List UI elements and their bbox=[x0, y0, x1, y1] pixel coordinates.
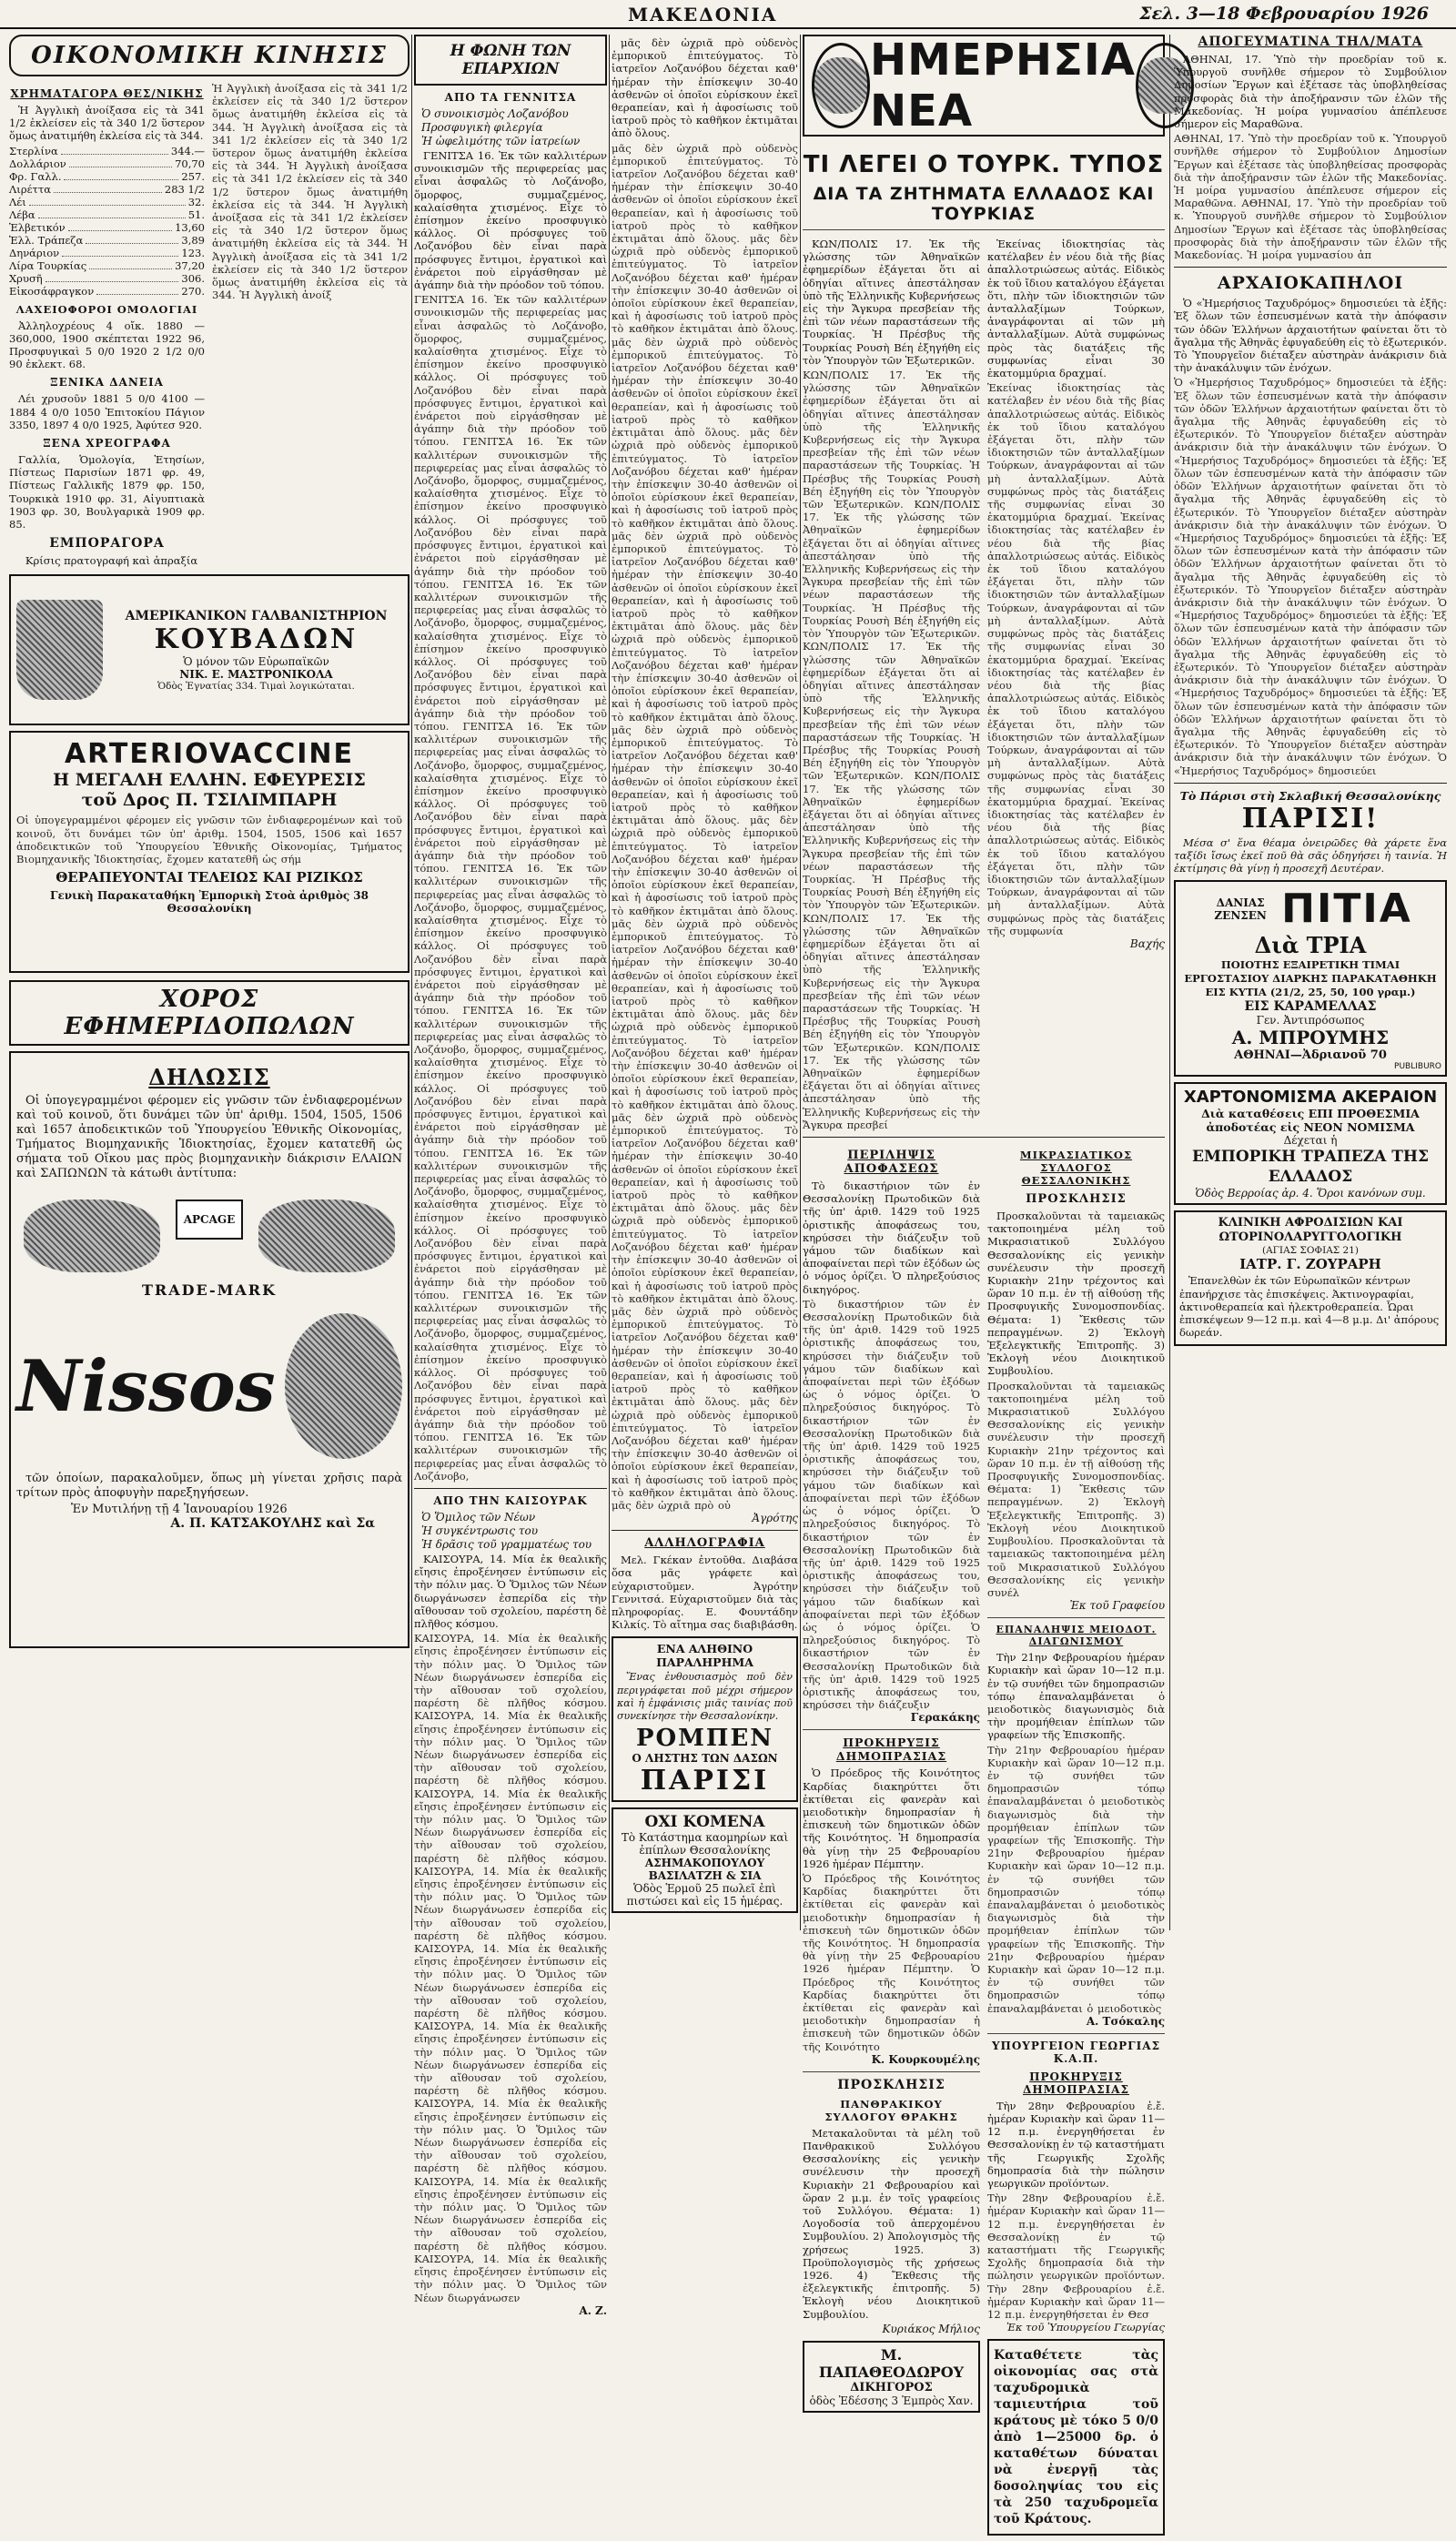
s1-text: ΓΕΝΙΤΣΑ 16. Ἐκ τῶν καλλιτέρων συνοικισμῶν τῆς περιφερείας μας εἶναι ἀσφαλῶς τὸ Λοζάνοβο, ὅμορφος, συμμαζεμένος, καλαίσθητα χτισμένος. Εἶχε τὸ ἐπίσημον ἐκείνο προσφυγικὸ κάλλος. Οἱ πρόσφυγες τοῦ Λοζανόβου δὲν εἶναι παρὰ πρόσφυγες ἔντιμοι, ἐργατικοὶ καὶ ἐνάρετοι ποὺ εἰργάσθησαν μὲ ἀγάπην διὰ τὴν πρόοδον τοῦ τόπου. bbox=[414, 149, 607, 292]
rate-row bbox=[9, 208, 205, 221]
ministry-text: Τὴν 28ην Φεβρουαρίου ἐ.ἔ. ἡμέραν Κυριακὴν καὶ ὥραν 11—12 π.μ. ἐνεργηθήσεται ἐν Θεσσαλονίκῃ ἐν τῷ καταστήματι τῆς Γεωργικῆς Σχολῆς δημοπρασία διὰ τὴν πώλησιν γεωργικῶν προϊόντων. bbox=[987, 2099, 1165, 2191]
column-finance bbox=[9, 35, 410, 1930]
money-bank: ΕΜΠΟΡΙΚΗ ΤΡΑΠΕΖΑ ΤΗΣ ΕΛΛΑΔΟΣ bbox=[1191, 1148, 1429, 1187]
lead-filler-b: Ἐκείνας ἰδιοκτησίας τὰς κατέλαβεν ἐν νέου διὰ τῆς βίας ἀπαλλοτριώσεως αὐτάς. Εἰδικὸς ἐκ τοῦ ἴδιου καταλόγου ἐξάγεται ὅτι, πλὴν τῶν ἰδιοκτησιῶν τῶν ἀνταλλαξίμων Τούρκων, ἀναγράφονται αἱ τῶν μὴ ἀνταλλαξίμων. Αὐτὰ συμφώνως πρὸς τὰς διατάξεις τῆς συμφωνίας εἶναι 30 ἑκατομμύρια δραχμαί. Ἐκείνας ἰδιοκτησίας τὰς κατέλαβεν ἐν νέου διὰ τῆς βίας ἀπαλλοτριώσεως αὐτάς. Εἰδικὸς ἐκ τοῦ ἴδιου καταλόγου ἐξάγεται ὅτι, πλὴν τῶν ἰδιοκτησιῶν τῶν ἀνταλλαξίμων Τούρκων, ἀναγράφονται αἱ τῶν μὴ ἀνταλλαξίμων. Αὐτὰ συμφώνως πρὸς τὰς διατάξεις τῆς συμφωνίας εἶναι 30 ἑκατομμύρια δραχμαί. Ἐκείνας ἰδιοκτησίας τὰς κατέλαβεν ἐν νέου διὰ τῆς βίας ἀπαλλοτριώσεως αὐτάς. Εἰδικὸς ἐκ τοῦ ἴδιου καταλόγου ἐξάγεται ὅτι, πλὴν τῶν ἰδιοκτησιῶν τῶν ἀνταλλαξίμων Τούρκων, ἀναγράφονται αἱ τῶν μὴ ἀνταλλαξίμων. Αὐτὰ συμφώνως πρὸς τὰς διατάξεις τῆς συμφωνίας εἶναι 30 ἑκατομμύρια δραχμαί. Ἐκείνας ἰδιοκτησίας τὰς κατέλαβεν ἐν νέου διὰ τῆς βίας ἀπαλλοτριώσεως αὐτάς. Εἰδικὸς ἐκ τοῦ ἴδιου καταλόγου ἐξάγεται ὅτι, πλὴν τῶν ἰδιοκτησιῶν τῶν ἀνταλλαξίμων Τούρκων, ἀναγράφονται αἱ τῶν μὴ ἀνταλλαξίμων. Αὐτὰ συμφώνως πρὸς τὰς διατάξεις τῆς συμφωνία bbox=[987, 381, 1165, 937]
buckets-product: ΚΟΥΒΑΔΩΝ bbox=[154, 623, 359, 655]
ministry-subtitle: ΠΡΟΚΗΡΥΞΙΣ ΔΗΜΟΠΡΑΣΙΑΣ bbox=[1023, 2070, 1129, 2096]
decision-title: ΠΕΡΙΛΗΨΙΣ ΑΠΟΦΑΣΕΩΣ bbox=[844, 1149, 939, 1177]
evening-filler: ΑΘΗΝΑΙ, 17. Ὑπὸ τὴν προεδρίαν τοῦ κ. Ὑπουργοῦ συνῆλθε σήμερον τὸ Συμβούλιον Δημοσίων Ἔργων καὶ ἐξέτασε τὰς ὑποβληθείσας προσφορὰς διὰ τὴν ἀποξήρανσιν τῶν ἑλῶν τῆς Μακεδονίας. Ἡ μοίρα γυμνασίου ἀπέπλευσε σήμερον εἰς Μαραθῶνα. ΑΘΗΝΑΙ, 17. Ὑπὸ τὴν προεδρίαν τοῦ κ. Ὑπουργοῦ συνῆλθε σήμερον τὸ Συμβούλιον Δημοσίων Ἔργων καὶ ἐξέτασε τὰς ὑποβληθείσας προσφορὰς διὰ τὴν ἀποξήρανσιν τῶν ἑλῶν τῆς Μακεδονίας. Ἡ μοίρα γυμνασίου ἀπ bbox=[1174, 132, 1447, 262]
s1-title: ΑΠΟ ΤΑ ΓΕΝΝΙΤΣΑ bbox=[444, 91, 577, 104]
commodity-text: Κρίσις πρατογραφή καὶ ἀπραξία bbox=[25, 554, 198, 568]
s2-filler: ΚΑΙΣΟΥΡΑ, 14. Μία ἐκ θεαλικῆς εἴησις ἐπροξένησεν ἐντύπωσιν εἰς τὴν πόλιν μας. Ὁ Ὅμιλος τῶν Νέων διωργάνωσεν ἐσπερίδα εἰς τὴν αἴθουσαν τοῦ σχολείου, παρέστη δὲ πλῆθος κόσμου. ΚΑΙΣΟΥΡΑ, 14. Μία ἐκ θεαλικῆς εἴησις ἐπροξένησεν ἐντύπωσιν εἰς τὴν πόλιν μας. Ὁ Ὅμιλος τῶν Νέων διωργάνωσεν ἐσπερίδα εἰς τὴν αἴθουσαν τοῦ σχολείου, παρέστη δὲ πλῆθος κόσμου. ΚΑΙΣΟΥΡΑ, 14. Μία ἐκ θεαλικῆς εἴησις ἐπροξένησεν ἐντύπωσιν εἰς τὴν πόλιν μας. Ὁ Ὅμιλος τῶν Νέων διωργάνωσεν ἐσπερίδα εἰς τὴν αἴθουσαν τοῦ σχολείου, παρέστη δὲ πλῆθος κόσμου. ΚΑΙΣΟΥΡΑ, 14. Μία ἐκ θεαλικῆς εἴησις ἐπροξένησεν ἐντύπωσιν εἰς τὴν πόλιν μας. Ὁ Ὅμιλος τῶν Νέων διωργάνωσεν ἐσπερίδα εἰς τὴν αἴθουσαν τοῦ σχολείου, παρέστη δὲ πλῆθος κόσμου. ΚΑΙΣΟΥΡΑ, 14. Μία ἐκ θεαλικῆς εἴησις ἐπροξένησεν ἐντύπωσιν εἰς τὴν πόλιν μας. Ὁ Ὅμιλος τῶν Νέων διωργάνωσεν ἐσπερίδα εἰς τὴν αἴθουσαν τοῦ σχολείου, παρέστη δὲ πλῆθος κόσμου. ΚΑΙΣΟΥΡΑ, 14. Μία ἐκ θεαλικῆς εἴησις ἐπροξένησεν ἐντύπωσιν εἰς τὴν πόλιν μας. Ὁ Ὅμιλος τῶν Νέων διωργάνωσεν ἐσπερίδα εἰς τὴν αἴθουσαν τοῦ σχολείου, παρέστη δὲ πλῆθος κόσμου. ΚΑΙΣΟΥΡΑ, 14. Μία ἐκ θεαλικῆς εἴησις ἐπροξένησεν ἐντύπωσιν εἰς τὴν πόλιν μας. Ὁ Ὅμιλος τῶν Νέων διωργάνωσεν ἐσπερίδα εἰς τὴν αἴθουσαν τοῦ σχολείου, παρέστη δὲ πλῆθος κόσμου. ΚΑΙΣΟΥΡΑ, 14. Μία ἐκ θεαλικῆς εἴησις ἐπροξένησεν ἐντύπωσιν εἰς τὴν πόλιν μας. Ὁ Ὅμιλος τῶν Νέων διωργάνωσεν ἐσπερίδα εἰς τὴν αἴθουσαν τοῦ σχολείου, παρέστη δὲ πλῆθος κόσμου. ΚΑΙΣΟΥΡΑ, 14. Μία ἐκ θεαλικῆς εἴησις ἐπροξένησεν ἐντύπωσιν εἰς τὴν πόλιν μας. Ὁ Ὅμιλος τῶν Νέων διωργάνωσεν bbox=[414, 1632, 607, 2304]
rate-row bbox=[9, 285, 205, 298]
clinic-address: (ΑΓΙΑΣ ΣΟΦΙΑΣ 21) bbox=[1261, 1245, 1360, 1257]
rate-name: Ἐλβετικόν bbox=[9, 220, 66, 234]
lead-subtitle: ΔΙΑ ΤΑ ΖΗΤΗΜΑΤΑ ΕΛΛΑΔΟΣ ΚΑΙ ΤΟΥΡΚΙΑΣ bbox=[813, 184, 1155, 224]
masthead bbox=[0, 0, 1456, 29]
repeat-sign: Α. Τσόκαλης bbox=[1086, 2014, 1165, 2028]
repeat-text: Τὴν 21ην Φεβρουαρίου ἡμέραν Κυριακὴν καὶ ὥραν 10—12 π.μ. ἐν τῷ συνήθει τῶν δημοπρασιῶν τόπῳ ἐπαναλαμβάνεται ὁ μειοδοτικὸς διαγωνισμὸς διὰ τὴν προμήθειαν ἐπίπλων τῶν γραφείων τῆς Ἐπισκοπῆς. bbox=[987, 1651, 1165, 1742]
antiquities-filler: Ὁ «Ἡμερήσιος Ταχυδρόμος» δημοσιεύει τὰ ἑξῆς: Ἐξ ὅλων τῶν ἐσπευσμένων κατὰ τὴν ἀπόφασιν τῶν ὁδῶν Ἐλλήνων ἀρχαιοτήτων φαίνεται ὅτι τὸ ἄγαλμα τῆς Ἀθηνᾶς ἐφυγαδεύθη εἰς τὸ ἐξωτερικόν. Τὸ Ὑπουργεῖον διέταξεν αὐστηρὰν ἀνάκρισιν διὰ τὴν ἀνακάλυψιν τῶν ἐνόχων. Ὁ «Ἡμερήσιος Ταχυδρόμος» δημοσιεύει τὰ ἑξῆς: Ἐξ ὅλων τῶν ἐσπευσμένων κατὰ τὴν ἀπόφασιν τῶν ὁδῶν Ἐλλήνων ἀρχαιοτήτων φαίνεται ὅτι τὸ ἄγαλμα τῆς Ἀθηνᾶς ἐφυγαδεύθη εἰς τὸ ἐξωτερικόν. Τὸ Ὑπουργεῖον διέταξεν αὐστηρὰν ἀνάκρισιν διὰ τὴν ἀνακάλυψιν τῶν ἐνόχων. Ὁ «Ἡμερήσιος Ταχυδρόμος» δημοσιεύει τὰ ἑξῆς: Ἐξ ὅλων τῶν ἐσπευσμένων κατὰ τὴν ἀπόφασιν τῶν ὁδῶν Ἐλλήνων ἀρχαιοτήτων φαίνεται ὅτι τὸ ἄγαλμα τῆς Ἀθηνᾶς ἐφυγαδεύθη εἰς τὸ ἐξωτερικόν. Τὸ Ὑπουργεῖον διέταξεν αὐστηρὰν ἀνάκρισιν διὰ τὴν ἀνακάλυψιν τῶν ἐνόχων. Ὁ «Ἡμερήσιος Ταχυδρόμος» δημοσιεύει τὰ ἑξῆς: Ἐξ ὅλων τῶν ἐσπευσμένων κατὰ τὴν ἀπόφασιν τῶν ὁδῶν Ἐλλήνων ἀρχαιοτήτων φαίνεται ὅτι τὸ ἄγαλμα τῆς Ἀθηνᾶς ἐφυγαδεύθη εἰς τὸ ἐξωτερικόν. Τὸ Ὑπουργεῖον διέταξεν αὐστηρὰν ἀνάκρισιν διὰ τὴν ἀνακάλυψιν τῶν ἐνόχων. Ὁ «Ἡμερήσιος Ταχυδρόμος» δημοσιεύει τὰ ἑξῆς: Ἐξ ὅλων τῶν ἐσπευσμένων κατὰ τὴν ἀπόφασιν τῶν ὁδῶν Ἐλλήνων ἀρχαιοτήτων φαίνεται ὅτι τὸ ἄγαλμα τῆς Ἀθηνᾶς ἐφυγαδεύθη εἰς τὸ ἐξωτερικόν. Τὸ Ὑπουργεῖον διέταξεν αὐστηρὰν ἀνάκρισιν διὰ τὴν ἀνακάλυψιν τῶν ἐνόχων. Ὁ «Ἡμερήσιος Ταχυδρόμος» δημοσιεύει bbox=[1174, 376, 1447, 777]
rate-name: Λίρα Τουρκίας bbox=[9, 258, 87, 272]
letters-text: Μελ. Γκέκαν ἐντοῦθα. Διαβάσα ὅσα μᾶς γράφετε καὶ εὐχαριστοῦμεν. Ἀγρότην Γεννιτσά. Εὐχαριστοῦμεν διὰ τὰς πληροφορίας. Ε. Φουντάδην Κιλκίς. Τὸ αἴτημα σας διαβιβάσθη. bbox=[612, 1554, 798, 1632]
bonds-text: Ἀλληλοχρέους 4 οἴκ. 1880 — 360,000, 1900 σκέπτεται 1922 96, Προσφυγικαὶ 5 0/0 1920 2 1/2 0/0 90 ἐκλεκτ. 68. bbox=[9, 319, 205, 371]
rate-value: 283 1/2 bbox=[164, 182, 205, 196]
clinic-doctor: ΙΑΤΡ. Γ. ΖΟΥΡΑΡΗ bbox=[1239, 1256, 1381, 1273]
vaccine-ad bbox=[9, 731, 410, 973]
lead-text-b: Ἐκείνας ἰδιοκτησίας τὰς κατέλαβεν ἐν νέου διὰ τῆς βίας ἀπαλλοτριώσεως αὐτάς. Εἰδικὸς ἐκ τοῦ ἴδιου καταλόγου ἐξάγεται ὅτι, πλὴν τῶν ἰδιοκτησιῶν τῶν ἀνταλλαξίμων Τούρκων, ἀναγράφονται αἱ τῶν μὴ ἀνταλλαξίμων. Αὐτὰ συμφώνως πρὸς τὰς διατάξεις τῆς συμφωνίας εἶναι 30 ἑκατομμύρια δραχμαί. bbox=[987, 238, 1165, 380]
s1-filler: ΓΕΝΙΤΣΑ 16. Ἐκ τῶν καλλιτέρων συνοικισμῶν τῆς περιφερείας μας εἶναι ἀσφαλῶς τὸ Λοζάνοβο, ὅμορφος, συμμαζεμένος, καλαίσθητα χτισμένος. Εἶχε τὸ ἐπίσημον ἐκείνο προσφυγικὸ κάλλος. Οἱ πρόσφυγες τοῦ Λοζανόβου δὲν εἶναι παρὰ πρόσφυγες ἔντιμοι, ἐργατικοὶ καὶ ἐνάρετοι ποὺ εἰργάσθησαν μὲ ἀγάπην διὰ τὴν πρόοδον τοῦ τόπου. ΓΕΝΙΤΣΑ 16. Ἐκ τῶν καλλιτέρων συνοικισμῶν τῆς περιφερείας μας εἶναι ἀσφαλῶς τὸ Λοζάνοβο, ὅμορφος, συμμαζεμένος, καλαίσθητα χτισμένος. Εἶχε τὸ ἐπίσημον ἐκείνο προσφυγικὸ κάλλος. Οἱ πρόσφυγες τοῦ Λοζανόβου δὲν εἶναι παρὰ πρόσφυγες ἔντιμοι, ἐργατικοὶ καὶ ἐνάρετοι ποὺ εἰργάσθησαν μὲ ἀγάπην διὰ τὴν πρόοδον τοῦ τόπου. ΓΕΝΙΤΣΑ 16. Ἐκ τῶν καλλιτέρων συνοικισμῶν τῆς περιφερείας μας εἶναι ἀσφαλῶς τὸ Λοζάνοβο, ὅμορφος, συμμαζεμένος, καλαίσθητα χτισμένος. Εἶχε τὸ ἐπίσημον ἐκείνο προσφυγικὸ κάλλος. Οἱ πρόσφυγες τοῦ Λοζανόβου δὲν εἶναι παρὰ πρόσφυγες ἔντιμοι, ἐργατικοὶ καὶ ἐνάρετοι ποὺ εἰργάσθησαν μὲ ἀγάπην διὰ τὴν πρόοδον τοῦ τόπου. ΓΕΝΙΤΣΑ 16. Ἐκ τῶν καλλιτέρων συνοικισμῶν τῆς περιφερείας μας εἶναι ἀσφαλῶς τὸ Λοζάνοβο, ὅμορφος, συμμαζεμένος, καλαίσθητα χτισμένος. Εἶχε τὸ ἐπίσημον ἐκείνο προσφυγικὸ κάλλος. Οἱ πρόσφυγες τοῦ Λοζανόβου δὲν εἶναι παρὰ πρόσφυγες ἔντιμοι, ἐργατικοὶ καὶ ἐνάρετοι ποὺ εἰργάσθησαν μὲ ἀγάπην διὰ τὴν πρόοδον τοῦ τόπου. ΓΕΝΙΤΣΑ 16. Ἐκ τῶν καλλιτέρων συνοικισμῶν τῆς περιφερείας μας εἶναι ἀσφαλῶς τὸ Λοζάνοβο, ὅμορφος, συμμαζεμένος, καλαίσθητα χτισμένος. Εἶχε τὸ ἐπίσημον ἐκείνο προσφυγικὸ κάλλος. Οἱ πρόσφυγες τοῦ Λοζανόβου δὲν εἶναι παρὰ πρόσφυγες ἔντιμοι, ἐργατικοὶ καὶ ἐνάρετοι ποὺ εἰργάσθησαν μὲ ἀγάπην διὰ τὴν πρόοδον τοῦ τόπου. ΓΕΝΙΤΣΑ 16. Ἐκ τῶν καλλιτέρων συνοικισμῶν τῆς περιφερείας μας εἶναι ἀσφαλῶς τὸ Λοζάνοβο, ὅμορφος, συμμαζεμένος, καλαίσθητα χτισμένος. Εἶχε τὸ ἐπίσημον ἐκείνο προσφυγικὸ κάλλος. Οἱ πρόσφυγες τοῦ Λοζανόβου δὲν εἶναι παρὰ πρόσφυγες ἔντιμοι, ἐργατικοὶ καὶ ἐνάρετοι ποὺ εἰργάσθησαν μὲ ἀγάπην διὰ τὴν πρόοδον τοῦ τόπου. ΓΕΝΙΤΣΑ 16. Ἐκ τῶν καλλιτέρων συνοικισμῶν τῆς περιφερείας μας εἶναι ἀσφαλῶς τὸ Λοζάνοβο, ὅμορφος, συμμαζεμένος, καλαίσθητα χτισμένος. Εἶχε τὸ ἐπίσημον ἐκείνο προσφυγικὸ κάλλος. Οἱ πρόσφυγες τοῦ Λοζανόβου δὲν εἶναι παρὰ πρόσφυγες ἔντιμοι, ἐργατικοὶ καὶ ἐνάρετοι ποὺ εἰργάσθησαν μὲ ἀγάπην διὰ τὴν πρόοδον τοῦ τόπου. ΓΕΝΙΤΣΑ 16. Ἐκ τῶν καλλιτέρων συνοικισμῶν τῆς περιφερείας μας εἶναι ἀσφαλῶς τὸ Λοζάνοβο, ὅμορφος, συμμαζεμένος, καλαίσθητα χτισμένος. Εἶχε τὸ ἐπίσημον ἐκείνο προσφυγικὸ κάλλος. Οἱ πρόσφυγες τοῦ Λοζανόβου δὲν εἶναι παρὰ πρόσφυγες ἔντιμοι, ἐργατικοὶ καὶ ἐνάρετοι ποὺ εἰργάσθησαν μὲ ἀγάπην διὰ τὴν πρόοδον τοῦ τόπου. ΓΕΝΙΤΣΑ 16. Ἐκ τῶν καλλιτέρων συνοικισμῶν τῆς περιφερείας μας εἶναι ἀσφαλῶς τὸ Λοζάνοβο, bbox=[414, 293, 607, 1483]
buckets-shop: ΑΜΕΡΙΚΑΝΙΚΟΝ ΓΑΛΒΑΝΙΣΤΗΡΙΟΝ bbox=[125, 608, 388, 623]
evening-text: ΑΘΗΝΑΙ, 17. Ὑπὸ τὴν προεδρίαν τοῦ κ. Ὑπουργοῦ συνῆλθε σήμερον τὸ Συμβούλιον Δημοσίων Ἔργων καὶ ἐξέτασε τὰς ὑποβληθείσας προσφορὰς διὰ τὴν ἀποξήρανσιν τῶν ἑλῶν τῆς Μακεδονίας. Ἡ μοίρα γυμνασίου ἀπέπλευσε σήμερον εἰς Μαραθῶνα. bbox=[1174, 53, 1447, 131]
declaration-footer: τῶν ὁποίων, παρακαλοῦμεν, ὅπως μὴ γίνεται χρῆσις παρὰ τρίτων πρὸς ἀποφυγὴν παρεξηγήσεων. bbox=[16, 1472, 402, 1501]
s1-sub-3: Ἡ ὠφελιμότης τῶν ἰατρείων bbox=[421, 135, 581, 147]
repeat-title: ΕΠΑΝΑΛΗΨΙΣ ΜΕΙΟΔΟΤ. ΔΙΑΓΩΝΙΣΜΟΥ bbox=[996, 1624, 1157, 1648]
paris-lead: Τὸ Πάρισι στὴ Σκλαβική Θεσσαλονίκης bbox=[1179, 788, 1441, 803]
bank-ad bbox=[1174, 1082, 1447, 1205]
rate-name: Χρυσῆ bbox=[9, 271, 43, 285]
savings-text: Καταθέτετε τὰς οἰκονομίας σας στὰ ταχυδρομικὰ ταμιευτήρια τοῦ κράτους μὲ τόκο 5 0/0 ἀπὸ 1—25000 δρ. ὁ καταθέτων δύναται νὰ ἐνεργῇ τὰς δοσοληψίας του εἰς τὰ 250 ταχυδρομεῖα τοῦ Κράτους. bbox=[994, 2348, 1158, 2527]
buckets-tagline: Ὁ μόνον τῶν Εὐρωπαϊκῶν bbox=[183, 654, 329, 668]
column-misc bbox=[612, 35, 798, 1930]
trademark-label: TRADE-MARK bbox=[142, 1281, 277, 1300]
furniture-address: Ὁδὸς Ἑρμοῦ 25 πωλεῖ ἐπὶ πιστώσει καὶ εἰς 15 ἡμέρας. bbox=[626, 1882, 784, 1908]
ministry-sign: Ἐκ τοῦ Ὑπουργείου Γεωργίας bbox=[1006, 2321, 1165, 2334]
money-bank-pre: Δέχεται ἡ bbox=[1283, 1134, 1338, 1148]
rate-value: 51. bbox=[187, 208, 205, 221]
lead-sign: Βαχής bbox=[1129, 936, 1165, 950]
rate-value: 13,60 bbox=[175, 220, 205, 234]
decision-text: Τὸ δικαστήριον τῶν ἐν Θεσσαλονίκῃ Πρωτοδικῶν διὰ τῆς ὑπ' ἀριθ. 1429 τοῦ 1925 ὁριστικῆς ἀποφάσεως του, κηρύσσει τὴν διάζευξιν τοῦ γάμου τῶν διαδίκων καὶ ἀποφαίνεται περὶ τῶν ἐξόδων ὡς ὁ νόμος ὁρίζει. Ὁ πληρεξούσιος δικηγόρος. bbox=[803, 1179, 980, 1296]
rate-row bbox=[9, 234, 205, 247]
invite-text: Μετακαλοῦνται τὰ μέλη τοῦ Πανθρακικοῦ Συλλόγου Θεσσαλονίκης εἰς γενικὴν συνέλευσιν τὴν προσεχῆ Κυριακὴν 21 Φεβρουαρίου καὶ ὥραν 2 μ.μ. ἐν τοῖς γραφείοις τοῦ Συλλόγου. Θέματα: 1) Λογοδοσία τοῦ ἀπερχομένου Συμβουλίου. 2) Ἀπολογισμὸς τῆς χρήσεως 1925. 3) Προϋπολογισμὸς τῆς χρήσεως 1926. 4) Ἔκθεσις τῆς ἐξελεγκτικῆς ἐπιτροπῆς. 5) Ἐκλογὴ νέου Διοικητικοῦ Συμβουλίου. bbox=[803, 2126, 980, 2321]
lawyer-name: Μ. ΠΑΠΑΘΕΟΔΩΡΟΥ bbox=[818, 2345, 965, 2381]
rates-list bbox=[9, 145, 205, 298]
assoc-sign: Ἐκ τοῦ Γραφείου bbox=[1069, 1599, 1165, 1613]
market-title: ΧΡΗΜΑΤΑΓΟΡΑ ΘΕΣ/ΝΙΚΗΣ bbox=[10, 87, 204, 100]
antiquities-title: ΑΡΧΑΙΟΚΑΠΗΛΟΙ bbox=[1217, 273, 1404, 294]
s1-sub-2: Προσφυγικὴ φιλεργία bbox=[421, 121, 543, 134]
foreign-title: ΞΕΝΑ ΧΡΕΟΓΡΑΦΑ bbox=[43, 437, 171, 450]
lion-emblem-illustration bbox=[285, 1313, 402, 1459]
paris-word: ΠΑΡΙΣΙ! bbox=[1241, 802, 1380, 835]
invite-title: ΠΡΟΣΚΛΗΣΙΣ bbox=[837, 2077, 945, 2092]
pitia-text: ΠΟΙΟΤΗΣ ΕΞΑΙΡΕΤΙΚΗ ΤΙΜΑΙ ΕΡΓΟΣΤΑΣΙΟΥ ΔΙΑΡΚΗΣ ΠΑΡΑΚΑΤΑΘΗΚΗ ΕΙΣ ΚΥΤΙΑ (21/2, 25, 50, 100 γραμ.) bbox=[1184, 958, 1437, 999]
lawyer-ad bbox=[803, 2341, 980, 2413]
ministry-title: ΥΠΟΥΡΓΕΙΟΝ ΓΕΩΡΓΙΑΣ Κ.Α.Π. bbox=[991, 2039, 1161, 2065]
pitia-rep: Γεν. Ἀντιπρόσωπος bbox=[1256, 1014, 1365, 1028]
furniture-shop: ΑΣΗΜΑΚΟΠΟΥΛΟΥ ΒΑΣΙΛΑΤΖΗ & ΣΙΑ bbox=[644, 1857, 765, 1883]
rate-row bbox=[9, 183, 205, 196]
repeat-filler: Τὴν 21ην Φεβρουαρίου ἡμέραν Κυριακὴν καὶ ὥραν 10—12 π.μ. ἐν τῷ συνήθει τῶν δημοπρασιῶν τόπῳ ἐπαναλαμβάνεται ὁ μειοδοτικὸς διαγωνισμὸς διὰ τὴν προμήθειαν ἐπίπλων τῶν γραφείων τῆς Ἐπισκοπῆς. Τὴν 21ην Φεβρουαρίου ἡμέραν Κυριακὴν καὶ ὥραν 10—12 π.μ. ἐν τῷ συνήθει τῶν δημοπρασιῶν τόπῳ ἐπαναλαμβάνεται ὁ μειοδοτικὸς διαγωνισμὸς διὰ τὴν προμήθειαν ἐπίπλων τῶν γραφείων τῆς Ἐπισκοπῆς. Τὴν 21ην Φεβρουαρίου ἡμέραν Κυριακὴν καὶ ὥραν 10—12 π.μ. ἐν τῷ συνήθει τῶν δημοπρασιῶν τόπῳ ἐπαναλαμβάνεται ὁ μειοδοτικὸς bbox=[987, 1743, 1165, 2015]
money-address: Ὁδὸς Βερροίας ἀρ. 4. Ὅροι κανόνων συμ. bbox=[1195, 1187, 1426, 1200]
lead-filler-a: ΚΩΝ/ΠΟΛΙΣ 17. Ἐκ τῆς γλώσσης τῶν Ἀθηναϊκῶν ἐφημερίδων ἐξάγεται ὅτι αἱ ὁδηγίαι αἵτινες ἀπεστάλησαν ὑπὸ τῆς Ἑλληνικῆς Κυβερνήσεως εἰς τὴν Ἄγκυρα πρεσβείαν τῆς ἐπὶ τῶν νέων παραστάσεων τῆς Τουρκίας. Ἠ Πρέσβυς τῆς Τουρκίας Ρουσὴ Βέη ἐξηγήθη εἰς τὸν Ὑπουργὸν τῶν Ἐξωτερικῶν. ΚΩΝ/ΠΟΛΙΣ 17. Ἐκ τῆς γλώσσης τῶν Ἀθηναϊκῶν ἐφημερίδων ἐξάγεται ὅτι αἱ ὁδηγίαι αἵτινες ἀπεστάλησαν ὑπὸ τῆς Ἑλληνικῆς Κυβερνήσεως εἰς τὴν Ἄγκυρα πρεσβείαν τῆς ἐπὶ τῶν νέων παραστάσεων τῆς Τουρκίας. Ἠ Πρέσβυς τῆς Τουρκίας Ρουσὴ Βέη ἐξηγήθη εἰς τὸν Ὑπουργὸν τῶν Ἐξωτερικῶν. ΚΩΝ/ΠΟΛΙΣ 17. Ἐκ τῆς γλώσσης τῶν Ἀθηναϊκῶν ἐφημερίδων ἐξάγεται ὅτι αἱ ὁδηγίαι αἵτινες ἀπεστάλησαν ὑπὸ τῆς Ἑλληνικῆς Κυβερνήσεως εἰς τὴν Ἄγκυρα πρεσβείαν τῆς ἐπὶ τῶν νέων παραστάσεων τῆς Τουρκίας. Ἠ Πρέσβυς τῆς Τουρκίας Ρουσὴ Βέη ἐξηγήθη εἰς τὸν Ὑπουργὸν τῶν Ἐξωτερικῶν. ΚΩΝ/ΠΟΛΙΣ 17. Ἐκ τῆς γλώσσης τῶν Ἀθηναϊκῶν ἐφημερίδων ἐξάγεται ὅτι αἱ ὁδηγίαι αἵτινες ἀπεστάλησαν ὑπὸ τῆς Ἑλληνικῆς Κυβερνήσεως εἰς τὴν Ἄγκυρα πρεσβείαν τῆς ἐπὶ τῶν νέων παραστάσεων τῆς Τουρκίας. Ἠ Πρέσβυς τῆς Τουρκίας Ρουσὴ Βέη ἐξηγήθη εἰς τὸν Ὑπουργὸν τῶν Ἐξωτερικῶν. ΚΩΝ/ΠΟΛΙΣ 17. Ἐκ τῆς γλώσσης τῶν Ἀθηναϊκῶν ἐφημερίδων ἐξάγεται ὅτι αἱ ὁδηγίαι αἵτινες ἀπεστάλησαν ὑπὸ τῆς Ἑλληνικῆς Κυβερνήσεως εἰς τὴν Ἄγκυρα πρεσβείαν τῆς ἐπὶ τῶν νέων παραστάσεων τῆς Τουρκίας. Ἠ Πρέσβυς τῆς Τουρκίας Ρουσὴ Βέη ἐξηγήθη εἰς τὸν Ὑπουργὸν τῶν Ἐξωτερικῶν. ΚΩΝ/ΠΟΛΙΣ 17. Ἐκ τῆς γλώσσης τῶν Ἀθηναϊκῶν ἐφημερίδων ἐξάγεται ὅτι αἱ ὁδηγίαι αἵτινες ἀπεστάλησαν ὑπὸ τῆς Ἑλληνικῆς Κυβερνήσεως εἰς τὴν Ἄγκυρα πρεσβεί bbox=[803, 369, 980, 1131]
loans-text: Λέι χρυσοῦν 1881 5 0/0 4100 — 1884 4 0/0 1050 Ἐπιτοκίου Πάγιον 3350, 1897 4 0/0 1925, Ἀφύτεσ 920. bbox=[9, 392, 205, 431]
rate-value: 270. bbox=[181, 284, 205, 298]
decision-sign: Γερακάκης bbox=[910, 1711, 980, 1725]
rate-row bbox=[9, 221, 205, 234]
rate-value: 37,20 bbox=[175, 258, 205, 272]
paris-text: Μέσα σ' ἕνα θέαμα ὀνειρῶδες θὰ χάρετε ἕνα ταξίδι ἴσως ἐκεῖ ποῦ θὰ σᾶς ὁδηγήσει ἡ ταινία. Ἡ ἐκτίμησις θὰ γίνῃ ἡ προσεχῆ Δευτέραν. bbox=[1174, 835, 1447, 876]
savings-ad bbox=[987, 2339, 1165, 2536]
pitia-ad bbox=[1174, 880, 1447, 1077]
rate-value: 3,89 bbox=[181, 233, 205, 247]
rate-row bbox=[9, 170, 205, 183]
declaration-sign: Α. Π. ΚΑΤΣΑΚΟΥΛΗΣ καὶ Σα bbox=[170, 1516, 375, 1532]
rate-value: 306. bbox=[181, 271, 205, 285]
market-intro: Ἡ Ἀγγλικὴ ἀνοίξασα εἰς τὰ 341 1/2 ἐκλείσεν εἰς τὰ 340 1/2 ὕστερον ὅμως ἀνατιμήθη ἐκλείσα εἰς τὰ 344. bbox=[9, 104, 205, 143]
arcage-box-icon: APCAGE bbox=[176, 1200, 243, 1240]
provinces-header: Η ΦΩΝΗ ΤΩΝ ΕΠΑΡΧΙΩΝ bbox=[414, 35, 607, 86]
vaccine-headline: Η ΜΕΓΑΛΗ ΕΛΛΗΝ. ΕΦΕΥΡΕΣΙΣ bbox=[53, 770, 366, 791]
furniture-ad-text: Τὸ Κατάστημα καομηρίων καὶ ἐπίπλων Θεσσαλονίκης bbox=[621, 1831, 789, 1858]
vaccine-agency: Γενικὴ Παρακαταθήκη Ἐμπορικὴ Στοὰ ἀριθμὸς 38 Θεσσαλονίκη bbox=[49, 889, 369, 916]
rate-name: Δηνάριον bbox=[9, 246, 60, 259]
invite-subtitle: ΠΑΝΘΡΑΚΙΚΟΥ ΣΥΛΛΟΓΟΥ ΘΡΑΚΗΣ bbox=[824, 2097, 958, 2123]
furniture-ad-title: ΟΧΙ ΚΟΜΕΝΑ bbox=[644, 1813, 765, 1832]
money-text: Διὰ καταθέσεις ΕΠΙ ΠΡΟΘΕΣΜΙΑ ἀποδοτέας εἰς ΝΕΟΝ ΝΟΜΙΣΜΑ bbox=[1201, 1107, 1420, 1135]
rate-name: Λιρέττα bbox=[9, 182, 52, 196]
decision-filler: Τὸ δικαστήριον τῶν ἐν Θεσσαλονίκῃ Πρωτοδικῶν διὰ τῆς ὑπ' ἀριθ. 1429 τοῦ 1925 ὁριστικῆς ἀποφάσεως του, κηρύσσει τὴν διάζευξιν τοῦ γάμου τῶν διαδίκων καὶ ἀποφαίνεται περὶ τῶν ἐξόδων ὡς ὁ νόμος ὁρίζει. Ὁ πληρεξούσιος δικηγόρος. Τὸ δικαστήριον τῶν ἐν Θεσσαλονίκῃ Πρωτοδικῶν διὰ τῆς ὑπ' ἀριθ. 1429 τοῦ 1925 ὁριστικῆς ἀποφάσεως του, κηρύσσει τὴν διάζευξιν τοῦ γάμου τῶν διαδίκων καὶ ἀποφαίνεται περὶ τῶν ἐξόδων ὡς ὁ νόμος ὁρίζει. Ὁ πληρεξούσιος δικηγόρος. Τὸ δικαστήριον τῶν ἐν Θεσσαλονίκῃ Πρωτοδικῶν διὰ τῆς ὑπ' ἀριθ. 1429 τοῦ 1925 ὁριστικῆς ἀποφάσεως του, κηρύσσει τὴν διάζευξιν τοῦ γάμου τῶν διαδίκων καὶ ἀποφαίνεται περὶ τῶν ἐξόδων ὡς ὁ νόμος ὁρίζει. Ὁ πληρεξούσιος δικηγόρος. Τὸ δικαστήριον τῶν ἐν Θεσσαλονίκῃ Πρωτοδικῶν διὰ τῆς ὑπ' ἀριθ. 1429 τοῦ 1925 ὁριστικῆς ἀποφάσεως του, κηρύσσει τὴν διάζευξιν bbox=[803, 1297, 980, 1712]
pitia-place: ΕΙΣ ΚΑΡΑΜΕΛΛΑΣ bbox=[1244, 999, 1377, 1015]
vaccine-brand: ARTERIOVACCINE bbox=[64, 738, 355, 771]
rate-value: 123. bbox=[181, 246, 205, 259]
s2-text: ΚΑΙΣΟΥΡΑ, 14. Μία ἐκ θεαλικῆς εἴησις ἐπροξένησεν ἐντύπωσιν εἰς τὴν πόλιν μας. Ὁ Ὅμιλος τῶν Νέων διωργάνωσεν ἐσπερίδα εἰς τὴν αἴθουσαν τοῦ σχολείου, παρέστη δὲ πλῆθος κόσμου. bbox=[414, 1552, 607, 1630]
s2-sign: Α. Ζ. bbox=[579, 2303, 607, 2317]
rate-name: Εἰκοσάφραγκον bbox=[9, 284, 95, 298]
lion-illustration-left bbox=[24, 1200, 160, 1272]
vaccine-inventor: τοῦ Δρος Π. ΤΣΙΛΙΜΠΑΡΗ bbox=[81, 790, 338, 811]
lawyer-address: ὁδὸς Ἐδέσσης 3 Ἐμπρὸς Χαν. bbox=[809, 2394, 974, 2407]
pitia-small: ΔΑΝΙΑΣ ΖΕΝΣΕΝ bbox=[1214, 896, 1267, 922]
s2-sub-3: Ἡ δρᾶσις τοῦ γραμματέως του bbox=[421, 1537, 592, 1551]
assoc-text: Προσκαλοῦνται τὰ ταμειακῶς τακτοποιημένα μέλη τοῦ Μικρασιατικοῦ Συλλόγου Θεσσαλονίκης εἰς γενικὴν συνέλευσιν τὴν προσεχῆ Κυριακὴν 21ην τρέχοντος καὶ ὥραν 10 π.μ. ἐν τῇ αἰθούσῃ τῆς Προσφυγικῆς Συνομοσπονδίας. Θέματα: 1) Ἔκθεσις τῶν πεπραγμένων. 2) Ἐκλογὴ Ἐξελεγκτικῆς Ἐπιτροπῆς. 3) Ἐκλογὴ νέου Διοικητικοῦ Συμβουλίου. bbox=[987, 1210, 1165, 1378]
pitia-sub: Διὰ ΤΡΙΑ bbox=[1254, 932, 1367, 959]
film-subtitle: Ο ΛΗΣΤΗΣ ΤΩΝ ΔΑΣΩΝ bbox=[632, 1752, 778, 1766]
evening-title: ΑΠΟΓΕΥΜΑΤΙΝΑ ΤΗΛ/ΜΑΤΑ bbox=[1198, 35, 1423, 49]
rate-name: Λέβα bbox=[9, 208, 35, 221]
paper-name: ΜΑΚΕΔΟΝΙΑ bbox=[628, 4, 778, 25]
buckets-ad bbox=[9, 574, 410, 725]
film-ad-title: ΕΝΑ ΑΛΗΘΙΝΟ ΠΑΡΑΛΗΡΗΜΑ bbox=[656, 1642, 753, 1670]
foreign-text: Γαλλία, Ὁμολογία, Ἐτησίων, Πίστεως Παρισίων 1871 φρ. 49, Πίστεως Γαλλικῆς 1879 φρ. 150, Τουρκικὰ 1910 φρ. 31, Αἰγυπτιακὰ 1903 φρ. 30, Βουλγαρικὰ 1909 φρ. 85. bbox=[9, 453, 205, 531]
clinic-ad bbox=[1174, 1210, 1447, 1346]
declaration-ad bbox=[9, 1051, 410, 1648]
column-provinces bbox=[414, 35, 607, 2317]
rate-name: Ἑλλ. Τράπεζα bbox=[9, 233, 84, 247]
rate-name: Φρ. Γαλλ. bbox=[9, 169, 62, 183]
film-ad bbox=[612, 1636, 798, 1802]
s2-sub-1: Ὁ Ὅμιλος τῶν Νέων bbox=[421, 1510, 536, 1524]
rate-row bbox=[9, 196, 205, 208]
column-telegrams bbox=[1174, 35, 1447, 1930]
tender-text: Ὁ Πρόεδρος τῆς Κοινότητος Καρδίας διακηρύττει ὅτι ἐκτίθεται εἰς φανερὰν καὶ μειοδοτικὴν δημοπρασίαν ἡ ἐπισκευὴ τῶν δημοτικῶν ὁδῶν τῆς Κοινότητος. Ἡ δημοπρασία θὰ γίνῃ τὴν 25 Φεβρουαρίου 1926 ἡμέραν Πέμπτην. bbox=[803, 1767, 980, 1870]
tender-filler: Ὁ Πρόεδρος τῆς Κοινότητος Καρδίας διακηρύττει ὅτι ἐκτίθεται εἰς φανερὰν καὶ μειοδοτικὴν δημοπρασίαν ἡ ἐπισκευὴ τῶν δημοτικῶν ὁδῶν τῆς Κοινότητος. Ἡ δημοπρασία θὰ γίνῃ τὴν 25 Φεβρουαρίου 1926 ἡμέραν Πέμπτην. Ὁ Πρόεδρος τῆς Κοινότητος Καρδίας διακηρύττει ὅτι ἐκτίθεται εἰς φανερὰν καὶ μειοδοτικὴν δημοπρασίαν ἡ ἐπισκευὴ τῶν δημοτικῶν ὁδῶν τῆς Κοινότητο bbox=[803, 1871, 980, 2053]
pitia-address: ΑΘΗΝΑΙ—Ἀδριανοῦ 70 bbox=[1234, 1048, 1387, 1063]
rate-name: Δολλάριον bbox=[9, 157, 66, 170]
tender-title: ΠΡΟΚΗΡΥΞΙΣ ΔΗΜΟΠΡΑΣΙΑΣ bbox=[835, 1736, 947, 1764]
date-line: Σελ. 3—18 Φεβρουαρίου 1926 bbox=[1139, 4, 1429, 24]
lead-text-a: ΚΩΝ/ΠΟΛΙΣ 17. Ἐκ τῆς γλώσσης τῶν Ἀθηναϊκῶν ἐφημερίδων ἐξάγεται ὅτι αἱ ὁδηγίαι αἵτινες ἀπεστάλησαν ὑπὸ τῆς Ἑλληνικῆς Κυβερνήσεως εἰς τὴν Ἄγκυρα πρεσβείαν τῆς ἐπὶ τῶν νέων παραστάσεων τῆς Τουρκίας. Ἠ Πρέσβυς τῆς Τουρκίας Ρουσὴ Βέη ἐξηγήθη εἰς τὸν Ὑπουργὸν τῶν Ἐξωτερικῶν. bbox=[803, 238, 980, 367]
rate-row bbox=[9, 157, 205, 170]
ministry-filler: Τὴν 28ην Φεβρουαρίου ἐ.ἔ. ἡμέραν Κυριακὴν καὶ ὥραν 11—12 π.μ. ἐνεργηθήσεται ἐν Θεσσαλονίκῃ ἐν τῷ καταστήματι τῆς Γεωργικῆς Σχολῆς δημοπρασία διὰ τὴν πώλησιν γεωργικῶν προϊόντων. Τὴν 28ην Φεβρουαρίου ἐ.ἔ. ἡμέραν Κυριακὴν καὶ ὥραν 11—12 π.μ. ἐνεργηθήσεται ἐν Θεσ bbox=[987, 2192, 1165, 2322]
finance-header: ΟΙΚΟΝΟΜΙΚΗ ΚΙΝΗΣΙΣ bbox=[9, 35, 410, 76]
rate-value: 70,70 bbox=[175, 157, 205, 170]
cont-sign: Ἀγρότης bbox=[752, 1512, 798, 1525]
nissos-logo: Nissos bbox=[16, 1344, 276, 1428]
declaration-title: ΔΗΛΩΣΙΣ bbox=[148, 1064, 270, 1091]
s1-subtitles bbox=[414, 107, 607, 147]
lawyer-title: ΔΙΚΗΓΟΡΟΣ bbox=[850, 2380, 933, 2394]
tender-sign: Κ. Κουρκουμέλης bbox=[871, 2052, 980, 2066]
vaccine-claim: ΘΕΡΑΠΕΥΟΝΤΑΙ ΤΕΛΕΙΩΣ ΚΑΙ ΡΙΖΙΚΩΣ bbox=[56, 869, 363, 886]
rate-name: Λέι bbox=[9, 195, 26, 208]
buckets-owner: ΝΙΚ. Ε. ΜΑΣΤΡΟΝΙΚΟΛΑ bbox=[179, 667, 333, 681]
money-title: ΧΑΡΤΟΝΟΜΙΣΜΑ ΑΚΕΡΑΙΟΝ bbox=[1183, 1088, 1438, 1108]
invite-sign: Κυριάκος Μήλιος bbox=[882, 2322, 980, 2335]
clinic-text: Ἐπανελθὼν ἐκ τῶν Εὐρωπαϊκῶν κέντρων ἐπανήρχισε τὰς ἐπισκέψεις. Ἀκτινογραφίαι, ἀκτινοθεραπεία καὶ ἠλεκτροθεραπεία. Ὧραι ἐπισκέψεων 9—12 π.μ. καὶ 4—8 μ.μ. Δι' ἀπόρους δωρεάν. bbox=[1179, 1274, 1440, 1340]
lead-title: ΤΙ ΛΕΓΕΙ Ο ΤΟΥΡΚ. ΤΥΠΟΣ bbox=[803, 151, 1165, 178]
rate-row bbox=[9, 247, 205, 259]
loans-title: ΞΕΝΙΚΑ ΔΑΝΕΙΑ bbox=[50, 376, 164, 390]
declaration-text: Οἱ ὑπογεγραμμένοι φέρομεν εἰς γνῶσιν τῶν ἐνδιαφερομένων καὶ τοῦ κοινοῦ, ὅτι δυνάμει τῶν ὑπ' ἀριθμ. 1504, 1505, 1506 καὶ 1657 ἀποδεικτικῶν τοῦ Ὑπουργείου Ἐθνικῆς Οἰκονομίας, Τμήματος Βιομηχανικῆς Ἰδιοκτησίας, ἔχομεν κατατεθῆ ὡς σήματα τοῦ Οἴκου μας πρὸς βιομηχανικὴν διάκρισιν ΕΛΑΙΩΝ καὶ ΣΑΠΩΝΩΝ τὰ κάτωθι ἀντίτυπα: bbox=[16, 1094, 402, 1181]
film-ad-text: Ἕνας ἐνθουσιασμὸς ποῦ δὲν περιγράφεται ποῦ μέχρι σήμερον καὶ ἡ ἐμφάνισις μιᾶς ταινίας ποῦ συνεκίνησε τὴν Θεσσαλονίκην. bbox=[617, 1671, 793, 1722]
rate-value: 257. bbox=[181, 169, 205, 183]
cont-filler: μᾶς δὲν ὠχριᾶ πρὸ οὐδενὸς ἐμπορικοῦ ἐπιτεύγματος. Τὸ ἰατρεῖον Λοζανόβου δέχεται καθ' ἡμέραν τὴν ἐπίσκεψιν 30-40 ἀσθενῶν οἱ ὁποῖοι εὑρίσκουν ἐκεῖ θεραπείαν, καὶ ἡ ἀφοσίωσις τοῦ ἰατροῦ πρὸς τὸ καθῆκον ἐκτιμᾶται ἀπὸ ὅλους. μᾶς δὲν ὠχριᾶ πρὸ οὐδενὸς ἐμπορικοῦ ἐπιτεύγματος. Τὸ ἰατρεῖον Λοζανόβου δέχεται καθ' ἡμέραν τὴν ἐπίσκεψιν 30-40 ἀσθενῶν οἱ ὁποῖοι εὑρίσκουν ἐκεῖ θεραπείαν, καὶ ἡ ἀφοσίωσις τοῦ ἰατροῦ πρὸς τὸ καθῆκον ἐκτιμᾶται ἀπὸ ὅλους. μᾶς δὲν ὠχριᾶ πρὸ οὐδενὸς ἐμπορικοῦ ἐπιτεύγματος. Τὸ ἰατρεῖον Λοζανόβου δέχεται καθ' ἡμέραν τὴν ἐπίσκεψιν 30-40 ἀσθενῶν οἱ ὁποῖοι εὑρίσκουν ἐκεῖ θεραπείαν, καὶ ἡ ἀφοσίωσις τοῦ ἰατροῦ πρὸς τὸ καθῆκον ἐκτιμᾶται ἀπὸ ὅλους. μᾶς δὲν ὠχριᾶ πρὸ οὐδενὸς ἐμπορικοῦ ἐπιτεύγματος. Τὸ ἰατρεῖον Λοζανόβου δέχεται καθ' ἡμέραν τὴν ἐπίσκεψιν 30-40 ἀσθενῶν οἱ ὁποῖοι εὑρίσκουν ἐκεῖ θεραπείαν, καὶ ἡ ἀφοσίωσις τοῦ ἰατροῦ πρὸς τὸ καθῆκον ἐκτιμᾶται ἀπὸ ὅλους. μᾶς δὲν ὠχριᾶ πρὸ οὐδενὸς ἐμπορικοῦ ἐπιτεύγματος. Τὸ ἰατρεῖον Λοζανόβου δέχεται καθ' ἡμέραν τὴν ἐπίσκεψιν 30-40 ἀσθενῶν οἱ ὁποῖοι εὑρίσκουν ἐκεῖ θεραπείαν, καὶ ἡ ἀφοσίωσις τοῦ ἰατροῦ πρὸς τὸ καθῆκον ἐκτιμᾶται ἀπὸ ὅλους. μᾶς δὲν ὠχριᾶ πρὸ οὐδενὸς ἐμπορικοῦ ἐπιτεύγματος. Τὸ ἰατρεῖον Λοζανόβου δέχεται καθ' ἡμέραν τὴν ἐπίσκεψιν 30-40 ἀσθενῶν οἱ ὁποῖοι εὑρίσκουν ἐκεῖ θεραπείαν, καὶ ἡ ἀφοσίωσις τοῦ ἰατροῦ πρὸς τὸ καθῆκον ἐκτιμᾶται ἀπὸ ὅλους. μᾶς δὲν ὠχριᾶ πρὸ οὐδενὸς ἐμπορικοῦ ἐπιτεύγματος. Τὸ ἰατρεῖον Λοζανόβου δέχεται καθ' ἡμέραν τὴν ἐπίσκεψιν 30-40 ἀσθενῶν οἱ ὁποῖοι εὑρίσκουν ἐκεῖ θεραπείαν, καὶ ἡ ἀφοσίωσις τοῦ ἰατροῦ πρὸς τὸ καθῆκον ἐκτιμᾶται ἀπὸ ὅλους. μᾶς δὲν ὠχριᾶ πρὸ οὐδενὸς ἐμπορικοῦ ἐπιτεύγματος. Τὸ ἰατρεῖον Λοζανόβου δέχεται καθ' ἡμέραν τὴν ἐπίσκεψιν 30-40 ἀσθενῶν οἱ ὁποῖοι εὑρίσκουν ἐκεῖ θεραπείαν, καὶ ἡ ἀφοσίωσις τοῦ ἰατροῦ πρὸς τὸ καθῆκον ἐκτιμᾶται ἀπὸ ὅλους. μᾶς δὲν ὠχριᾶ πρὸ οὐδενὸς ἐμπορικοῦ ἐπιτεύγματος. Τὸ ἰατρεῖον Λοζανόβου δέχεται καθ' ἡμέραν τὴν ἐπίσκεψιν 30-40 ἀσθενῶν οἱ ὁποῖοι εὑρίσκουν ἐκεῖ θεραπείαν, καὶ ἡ ἀφοσίωσις τοῦ ἰατροῦ πρὸς τὸ καθῆκον ἐκτιμᾶται ἀπὸ ὅλους. μᾶς δὲν ὠχριᾶ πρὸ οὐδενὸς ἐμπορικοῦ ἐπιτεύγματος. Τὸ ἰατρεῖον Λοζανόβου δέχεται καθ' ἡμέραν τὴν ἐπίσκεψιν 30-40 ἀσθενῶν οἱ ὁποῖοι εὑρίσκουν ἐκεῖ θεραπείαν, καὶ ἡ ἀφοσίωσις τοῦ ἰατροῦ πρὸς τὸ καθῆκον ἐκτιμᾶται ἀπὸ ὅλους. μᾶς δὲν ὠχριᾶ πρὸ οὐδενὸς ἐμπορικοῦ ἐπιτεύγματος. Τὸ ἰατρεῖον Λοζανόβου δέχεται καθ' ἡμέραν τὴν ἐπίσκεψιν 30-40 ἀσθενῶν οἱ ὁποῖοι εὑρίσκουν ἐκεῖ θεραπείαν, καὶ ἡ ἀφοσίωσις τοῦ ἰατροῦ πρὸς τὸ καθῆκον ἐκτιμᾶται ἀπὸ ὅλους. μᾶς δὲν ὠχριᾶ πρὸ οὐδενὸς ἐμπορικοῦ ἐπιτεύγματος. Τὸ ἰατρεῖον Λοζανόβου δέχεται καθ' ἡμέραν τὴν ἐπίσκεψιν 30-40 ἀσθενῶν οἱ ὁποῖοι εὑρίσκουν ἐκεῖ θεραπείαν, καὶ ἡ ἀφοσίωσις τοῦ ἰατροῦ πρὸς τὸ καθῆκον ἐκτιμᾶται ἀπὸ ὅλους. μᾶς δὲν ὠχριᾶ πρὸ οὐδενὸς ἐμπορικοῦ ἐπιτεύγματος. Τὸ ἰατρεῖον Λοζανόβου δέχεται καθ' ἡμέραν τὴν ἐπίσκεψιν 30-40 ἀσθενῶν οἱ ὁποῖοι εὑρίσκουν ἐκεῖ θεραπείαν, καὶ ἡ ἀφοσίωσις τοῦ ἰατροῦ πρὸς τὸ καθῆκον ἐκτιμᾶται ἀπὸ ὅλους. μᾶς δὲν ὠχριᾶ πρὸ οὐδενὸς ἐμπορικοῦ ἐπιτεύγματος. Τὸ ἰατρεῖον Λοζανόβου δέχεται καθ' ἡμέραν τὴν ἐπίσκεψιν 30-40 ἀσθενῶν οἱ ὁποῖοι εὑρίσκουν ἐκεῖ θεραπείαν, καὶ ἡ ἀφοσίωσις τοῦ ἰατροῦ πρὸς τὸ καθῆκον ἐκτιμᾶται ἀπὸ ὅλους. μᾶς δὲν ὠχριᾶ πρὸ οὐ bbox=[612, 141, 798, 1512]
s2-sub-2: Ἡ συγκέντρωσις του bbox=[421, 1524, 539, 1537]
s1-sub-1: Ὁ συνοικισμὸς Λοζανόβου bbox=[421, 107, 569, 120]
philip-coin-icon bbox=[812, 43, 870, 128]
rate-row bbox=[9, 145, 205, 157]
rate-value: 344.— bbox=[170, 144, 205, 157]
rate-row bbox=[9, 272, 205, 285]
rate-value: 32. bbox=[187, 195, 205, 208]
lion-illustration-right bbox=[258, 1200, 395, 1272]
antiquities-text: Ὁ «Ἡμερήσιος Ταχυδρόμος» δημοσιεύει τὰ ἑξῆς: Ἐξ ὅλων τῶν ἐσπευσμένων κατὰ τὴν ἀπόφασιν τῶν ὁδῶν Ἐλλήνων ἀρχαιοτήτων φαίνεται ὅτι τὸ ἄγαλμα τῆς Ἀθηνᾶς ἐφυγαδεύθη εἰς τὸ ἐξωτερικόν. Τὸ Ὑπουργεῖον διέταξεν αὐστηρὰν ἀνάκρισιν διὰ τὴν ἀνακάλυψιν τῶν ἐνόχων. bbox=[1174, 297, 1447, 375]
bucket-illustration bbox=[16, 600, 103, 700]
finance-filler: Ἡ Ἀγγλικὴ ἀνοίξασα εἰς τὰ 341 1/2 ἐκλείσεν εἰς τὰ 340 1/2 ὕστερον ὅμως ἀνατιμήθη ἐκλείσα εἰς τὰ 344. Ἡ Ἀγγλικὴ ἀνοίξασα εἰς τὰ 341 1/2 ἐκλείσεν εἰς τὰ 340 1/2 ὕστερον ὅμως ἀνατιμήθη ἐκλείσα εἰς τὰ 344. Ἡ Ἀγγλικὴ ἀνοίξασα εἰς τὰ 341 1/2 ἐκλείσεν εἰς τὰ 340 1/2 ὕστερον ὅμως ἀνατιμήθη ἐκλείσα εἰς τὰ 344. Ἡ Ἀγγλικὴ ἀνοίξασα εἰς τὰ 341 1/2 ἐκλείσεν εἰς τὰ 340 1/2 ὕστερον ὅμως ἀνατιμήθη ἐκλείσα εἰς τὰ 344. Ἡ Ἀγγλικὴ ἀνοίξασα εἰς τὰ 341 1/2 ἐκλείσεν εἰς τὰ 340 1/2 ὕστερον ὅμως ἀνατιμήθη ἐκλείσα εἰς τὰ 344. Ἡ Ἀγγλικὴ ἀνοίξ bbox=[212, 82, 408, 302]
rate-row bbox=[9, 259, 205, 272]
vaccine-filler: Οἱ ὑπογεγραμμένοι φέρομεν εἰς γνῶσιν τῶν ἐνδιαφερομένων καὶ τοῦ κοινοῦ, ὅτι δυνάμει τῶν ὑπ' ἀριθμ. 1504, 1505, 1506 καὶ 1657 ἀποδεικτικῶν τοῦ Ὑπουργείου Ἐθνικῆς Οἰκονομίας, Τμήματος Βιομηχανικῆς Ἰδιοκτησίας, ἔχομεν κατατεθῆ ὡς σήμ bbox=[16, 814, 402, 866]
newsagents-header: ΧΟΡΟΣ ΕΦΗΜΕΡΙΔΟΠΩΛΩΝ bbox=[9, 980, 410, 1046]
bonds-title: ΛΑΧΕΙΟΦΟΡΟΙ ΟΜΟΛΟΓΙΑΙ bbox=[15, 302, 198, 316]
daily-news-title: ΗΜΕΡΗΣΙΑ ΝΕΑ bbox=[870, 35, 1136, 137]
column-daily-news bbox=[803, 35, 1165, 2527]
letters-title: ΑΛΛΗΛΟΓΡΑΦΙΑ bbox=[644, 1536, 765, 1551]
assoc-title: ΜΙΚΡΑΣΙΑΤΙΚΟΣ ΣΥΛΛΟΓΟΣ ΘΕΣΣΑΛΟΝΙΚΗΣ bbox=[1019, 1149, 1133, 1188]
film-title: ΡΟΜΠΕΝ bbox=[635, 1725, 774, 1753]
rate-name: Στερλίνα bbox=[9, 144, 58, 157]
s2-subtitles bbox=[414, 1511, 607, 1551]
pitia-brand: ΠΙΤΙΑ bbox=[1281, 886, 1412, 933]
daily-news-header bbox=[803, 35, 1165, 137]
cont-text: μᾶς δὲν ὠχριᾶ πρὸ οὐδενὸς ἐμπορικοῦ ἐπιτεύγματος. Τὸ ἰατρεῖον Λοζανόβου δέχεται καθ' ἡμέραν τὴν ἐπίσκεψιν 30-40 ἀσθενῶν οἱ ὁποῖοι εὑρίσκουν ἐκεῖ θεραπείαν, καὶ ἡ ἀφοσίωσις τοῦ ἰατροῦ πρὸς τὸ καθῆκον ἐκτιμᾶται ἀπὸ ὅλους. bbox=[612, 36, 798, 140]
buckets-address: Ὁδὸς Ἐγνατίας 334. Τιμαὶ λογικώταται. bbox=[157, 680, 355, 692]
assoc-filler: Προσκαλοῦνται τὰ ταμειακῶς τακτοποιημένα μέλη τοῦ Μικρασιατικοῦ Συλλόγου Θεσσαλονίκης εἰς γενικὴν συνέλευσιν τὴν προσεχῆ Κυριακὴν 21ην τρέχοντος καὶ ὥραν 10 π.μ. ἐν τῇ αἰθούσῃ τῆς Προσφυγικῆς Συνομοσπονδίας. Θέματα: 1) Ἔκθεσις τῶν πεπραγμένων. 2) Ἐκλογὴ Ἐξελεγκτικῆς Ἐπιτροπῆς. 3) Ἐκλογὴ νέου Διοικητικοῦ Συμβουλίου. Προσκαλοῦνται τὰ ταμειακῶς τακτοποιημένα μέλη τοῦ Μικρασιατικοῦ Συλλόγου Θεσσαλονίκης εἰς γενικὴν συνέλ bbox=[987, 1379, 1165, 1599]
assoc-subtitle: ΠΡΟΣΚΛΗΣΙΣ bbox=[1026, 1192, 1127, 1207]
clinic-title: ΚΛΙΝΙΚΗ ΑΦΡΟΔΙΣΙΩΝ ΚΑΙ ΩΤΟΡΙΝΟΛΑΡΥΓΓΟΛΟΓΙΚΗ bbox=[1218, 1216, 1403, 1245]
publiburo-mark: PUBLIBURO bbox=[1394, 1062, 1441, 1072]
commodity-title: ΕΜΠΟΡΑΓΟΡΑ bbox=[49, 536, 165, 552]
declaration-place: Ἐν Μυτιλήνῃ τῇ 4 Ἰανουαρίου 1926 bbox=[71, 1503, 288, 1517]
s2-title: ΑΠΟ ΤΗΝ ΚΑΙΣΟΥΡΑΚ bbox=[433, 1493, 588, 1507]
pitia-agent: Α. ΜΠΡΟΥΜΗΣ bbox=[1231, 1027, 1390, 1049]
furniture-ad bbox=[612, 1807, 798, 1913]
film-venue: ΠΑΡΙΣΙ bbox=[640, 1765, 770, 1797]
